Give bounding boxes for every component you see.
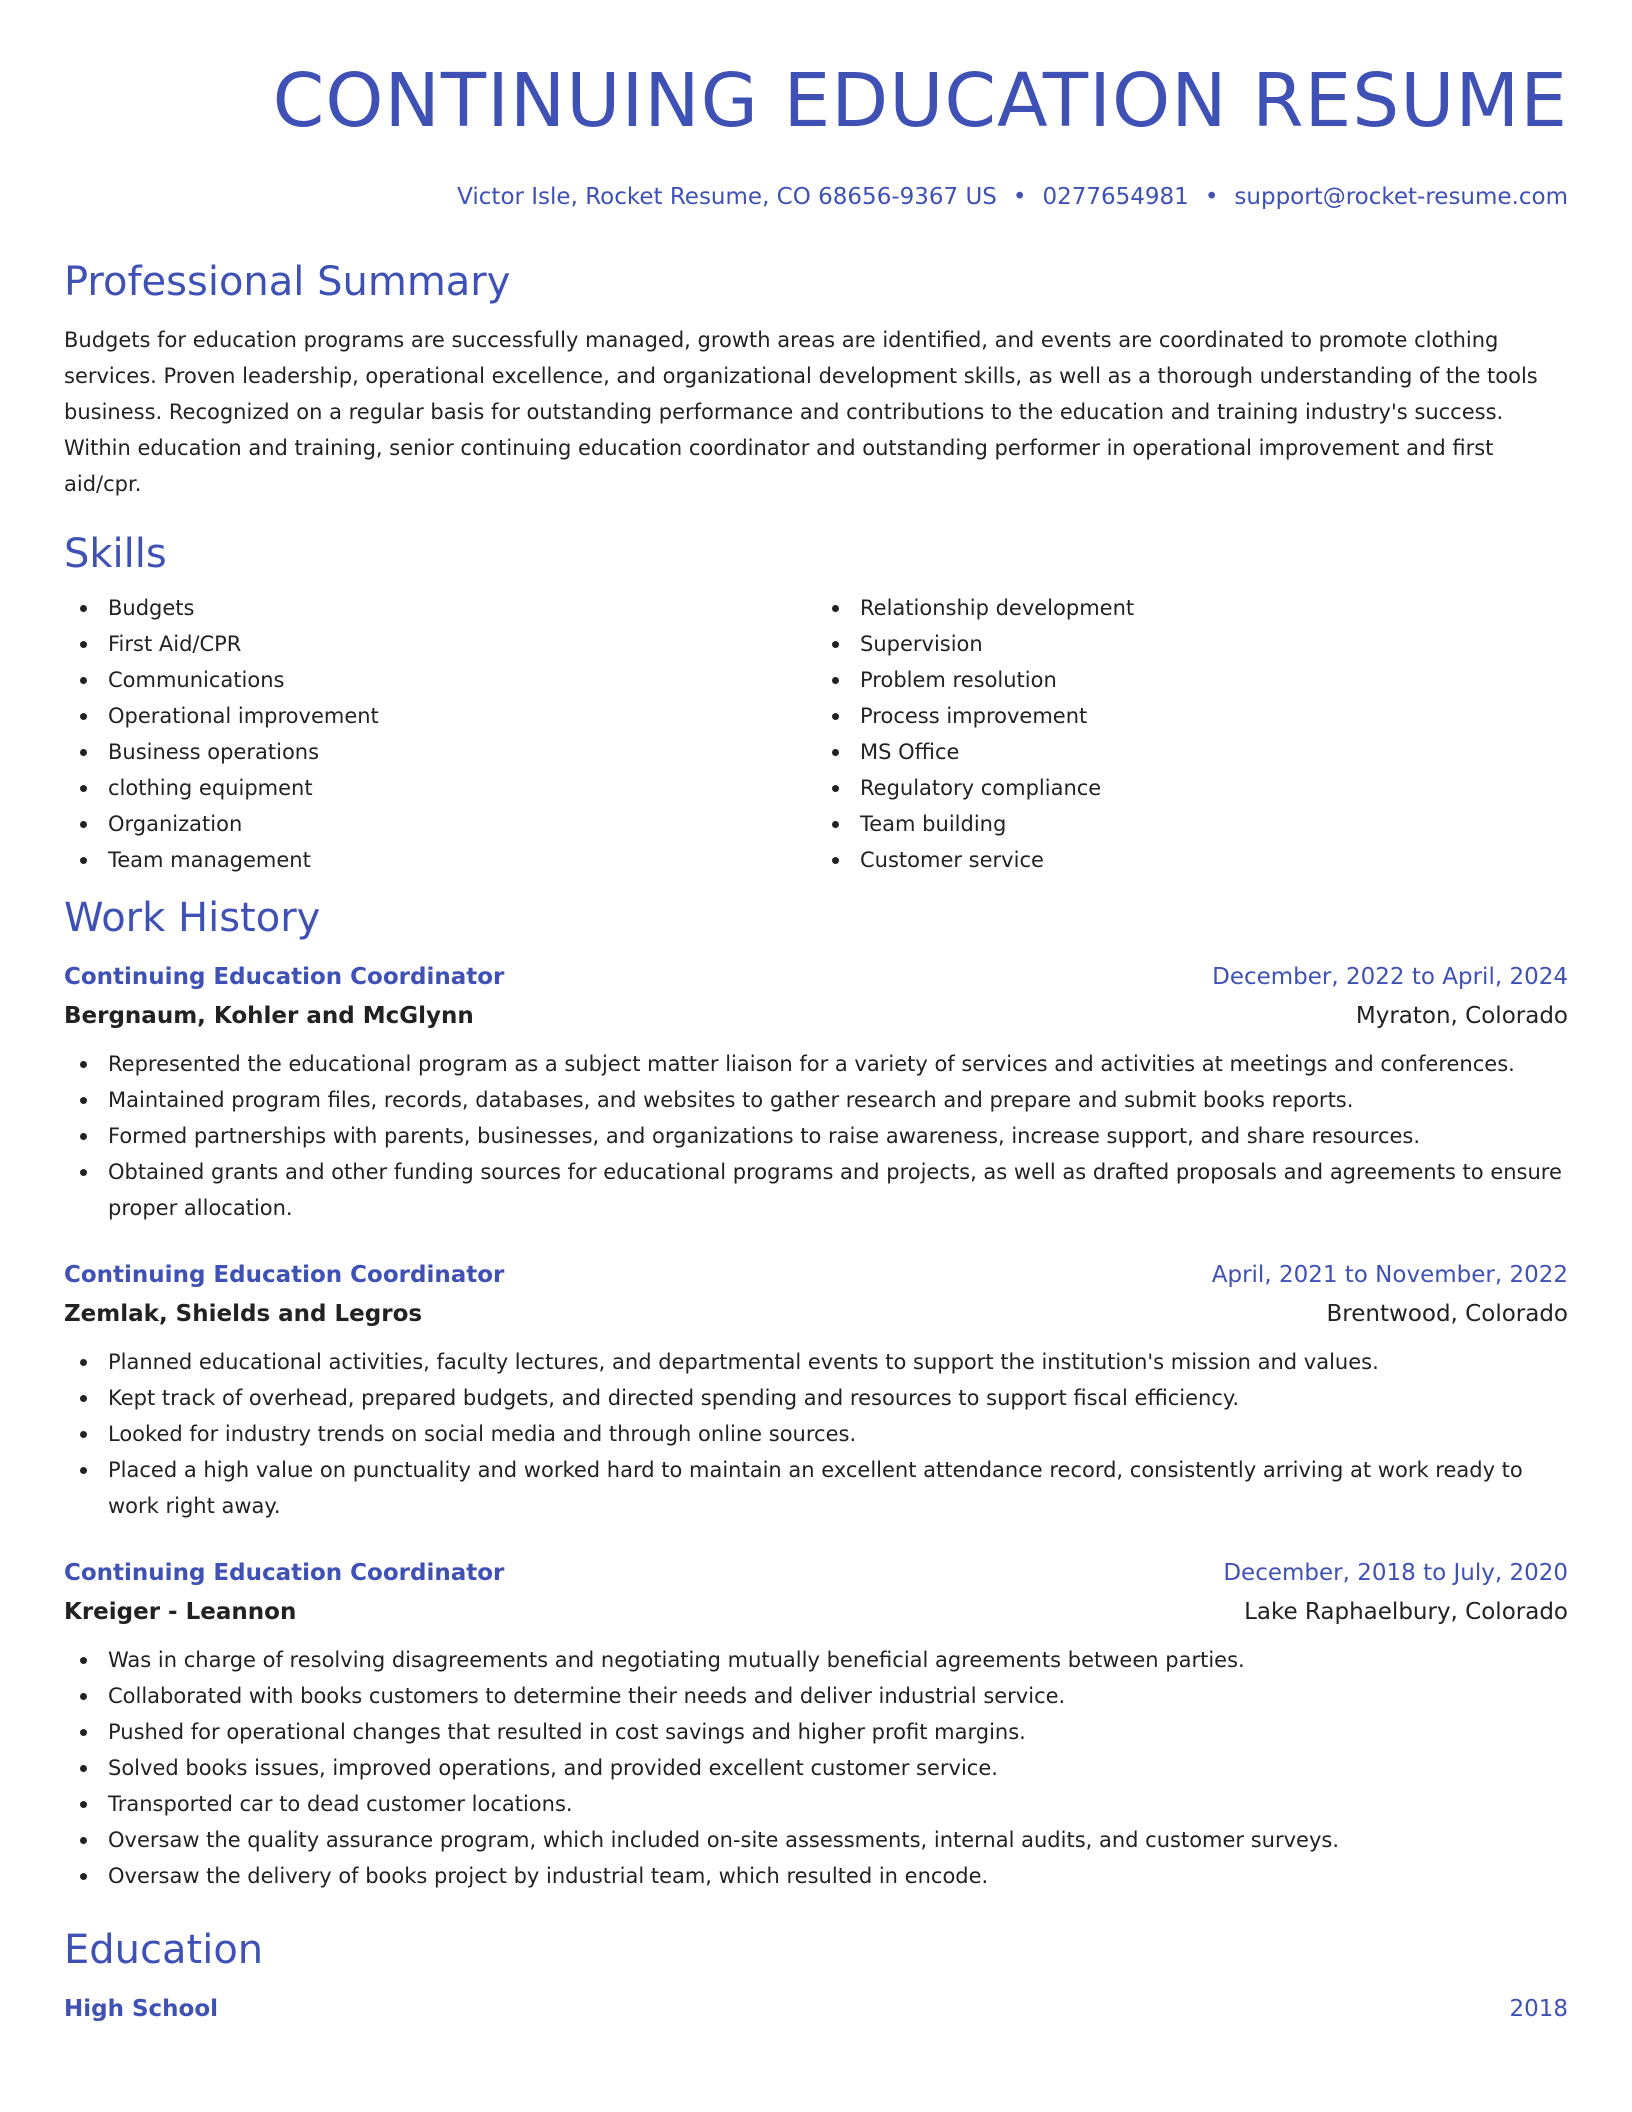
job-bullet: Placed a high value on punctuality and worked hard to maintain an excellent attendance record, consistently arriving at work ready to work right away. <box>64 1452 1568 1524</box>
job-bullet: Planned educational activities, faculty lectures, and departmental events to support the institution's mission and values. <box>64 1344 1568 1380</box>
skill-item: Problem resolution <box>816 662 1568 698</box>
job-location: Myraton, Colorado <box>1355 1003 1568 1029</box>
job-title-row <box>64 1256 1568 1294</box>
job-entry <box>64 1256 1568 1524</box>
job-bullet: Collaborated with books customers to determine their needs and deliver industrial service. <box>64 1678 1568 1714</box>
skill-item: Team management <box>64 842 816 878</box>
skill-item: clothing equipment <box>64 770 816 806</box>
contact-line <box>64 182 1568 212</box>
summary-text: Budgets for education programs are successfully managed, growth areas are identified, and events are coordinated to promote clothing services. Proven leadership, operational excellence, and organizational development skills, as well as a thorough understanding of the tools business. Recognized on a regular basis for outstanding performance and contributions to the education and training industry's success. Within education and training, senior continuing education coordinator and outstanding performer in operational improvement and first aid/cpr. <box>64 328 1538 496</box>
job-bullet: Was in charge of resolving disagreements and negotiating mutually beneficial agreements between parties. <box>64 1642 1568 1678</box>
skills-grid <box>64 590 1568 878</box>
job-bullets <box>64 1046 1568 1226</box>
skill-item: First Aid/CPR <box>64 626 816 662</box>
job-title-row <box>64 958 1568 996</box>
job-company-row <box>64 996 1568 1036</box>
skills-column-left <box>64 590 816 878</box>
job-title: Continuing Education Coordinator <box>64 964 505 990</box>
skill-item: Process improvement <box>816 698 1568 734</box>
job-bullet: Oversaw the quality assurance program, which included on-site assessments, internal audits, and customer surveys. <box>64 1822 1568 1858</box>
job-location: Lake Raphaelbury, Colorado <box>1244 1599 1568 1625</box>
skill-item: Customer service <box>816 842 1568 878</box>
contact-separator: • <box>1012 184 1027 210</box>
contact-separator: • <box>1204 184 1219 210</box>
job-company: Bergnaum, Kohler and McGlynn <box>64 1003 474 1029</box>
skill-item: Regulatory compliance <box>816 770 1568 806</box>
skill-item: Organization <box>64 806 816 842</box>
skills-column-right <box>816 590 1568 878</box>
skill-item: Team building <box>816 806 1568 842</box>
education-degree: High School <box>64 1996 219 2022</box>
job-dates: April, 2021 to November, 2022 <box>1211 1262 1568 1288</box>
education-heading: Education <box>64 1927 264 1973</box>
job-bullet: Solved books issues, improved operations, and provided excellent customer service. <box>64 1750 1568 1786</box>
summary-heading: Professional Summary <box>64 259 511 305</box>
work-history-heading: Work History <box>64 895 321 941</box>
job-location: Brentwood, Colorado <box>1326 1301 1568 1327</box>
skill-item: Business operations <box>64 734 816 770</box>
job-bullet: Oversaw the delivery of books project by industrial team, which resulted in encode. <box>64 1858 1568 1894</box>
contact-address: Victor Isle, Rocket Resume, CO 68656-9367 US <box>457 184 997 210</box>
contact-email: support@rocket-resume.com <box>1234 184 1568 210</box>
job-bullet: Formed partnerships with parents, businesses, and organizations to raise awareness, increase support, and share resources. <box>64 1118 1568 1154</box>
job-title: Continuing Education Coordinator <box>64 1262 505 1288</box>
job-bullets <box>64 1344 1568 1524</box>
job-title: Continuing Education Coordinator <box>64 1560 505 1586</box>
job-bullet: Maintained program files, records, databases, and websites to gather research and prepare and submit books reports. <box>64 1082 1568 1118</box>
job-bullet: Transported car to dead customer locations. <box>64 1786 1568 1822</box>
job-company-row <box>64 1592 1568 1632</box>
skill-item: Budgets <box>64 590 816 626</box>
job-bullets <box>64 1642 1568 1894</box>
job-dates: December, 2018 to July, 2020 <box>1223 1560 1568 1586</box>
job-title-row <box>64 1554 1568 1592</box>
job-bullet: Pushed for operational changes that resulted in cost savings and higher profit margins. <box>64 1714 1568 1750</box>
education-year: 2018 <box>1509 1996 1568 2022</box>
resume-title: CONTINUING EDUCATION RESUME <box>272 58 1568 144</box>
job-dates: December, 2022 to April, 2024 <box>1212 964 1568 990</box>
skill-item: Relationship development <box>816 590 1568 626</box>
skill-item: Operational improvement <box>64 698 816 734</box>
skill-item: MS Office <box>816 734 1568 770</box>
job-bullet: Looked for industry trends on social media and through online sources. <box>64 1416 1568 1452</box>
job-company: Zemlak, Shields and Legros <box>64 1301 423 1327</box>
job-entry <box>64 1554 1568 1894</box>
skills-heading: Skills <box>64 531 167 577</box>
job-entry <box>64 958 1568 1226</box>
job-company: Kreiger - Leannon <box>64 1599 297 1625</box>
job-bullet: Represented the educational program as a subject matter liaison for a variety of services and activities at meetings and conferences. <box>64 1046 1568 1082</box>
skill-item: Supervision <box>816 626 1568 662</box>
job-bullet: Kept track of overhead, prepared budgets, and directed spending and resources to support fiscal efficiency. <box>64 1380 1568 1416</box>
skill-item: Communications <box>64 662 816 698</box>
education-entry <box>64 1990 1568 2028</box>
job-company-row <box>64 1294 1568 1334</box>
job-bullet: Obtained grants and other funding sources for educational programs and projects, as well as drafted proposals and agreements to ensure proper allocation. <box>64 1154 1568 1226</box>
contact-phone: 0277654981 <box>1042 184 1189 210</box>
